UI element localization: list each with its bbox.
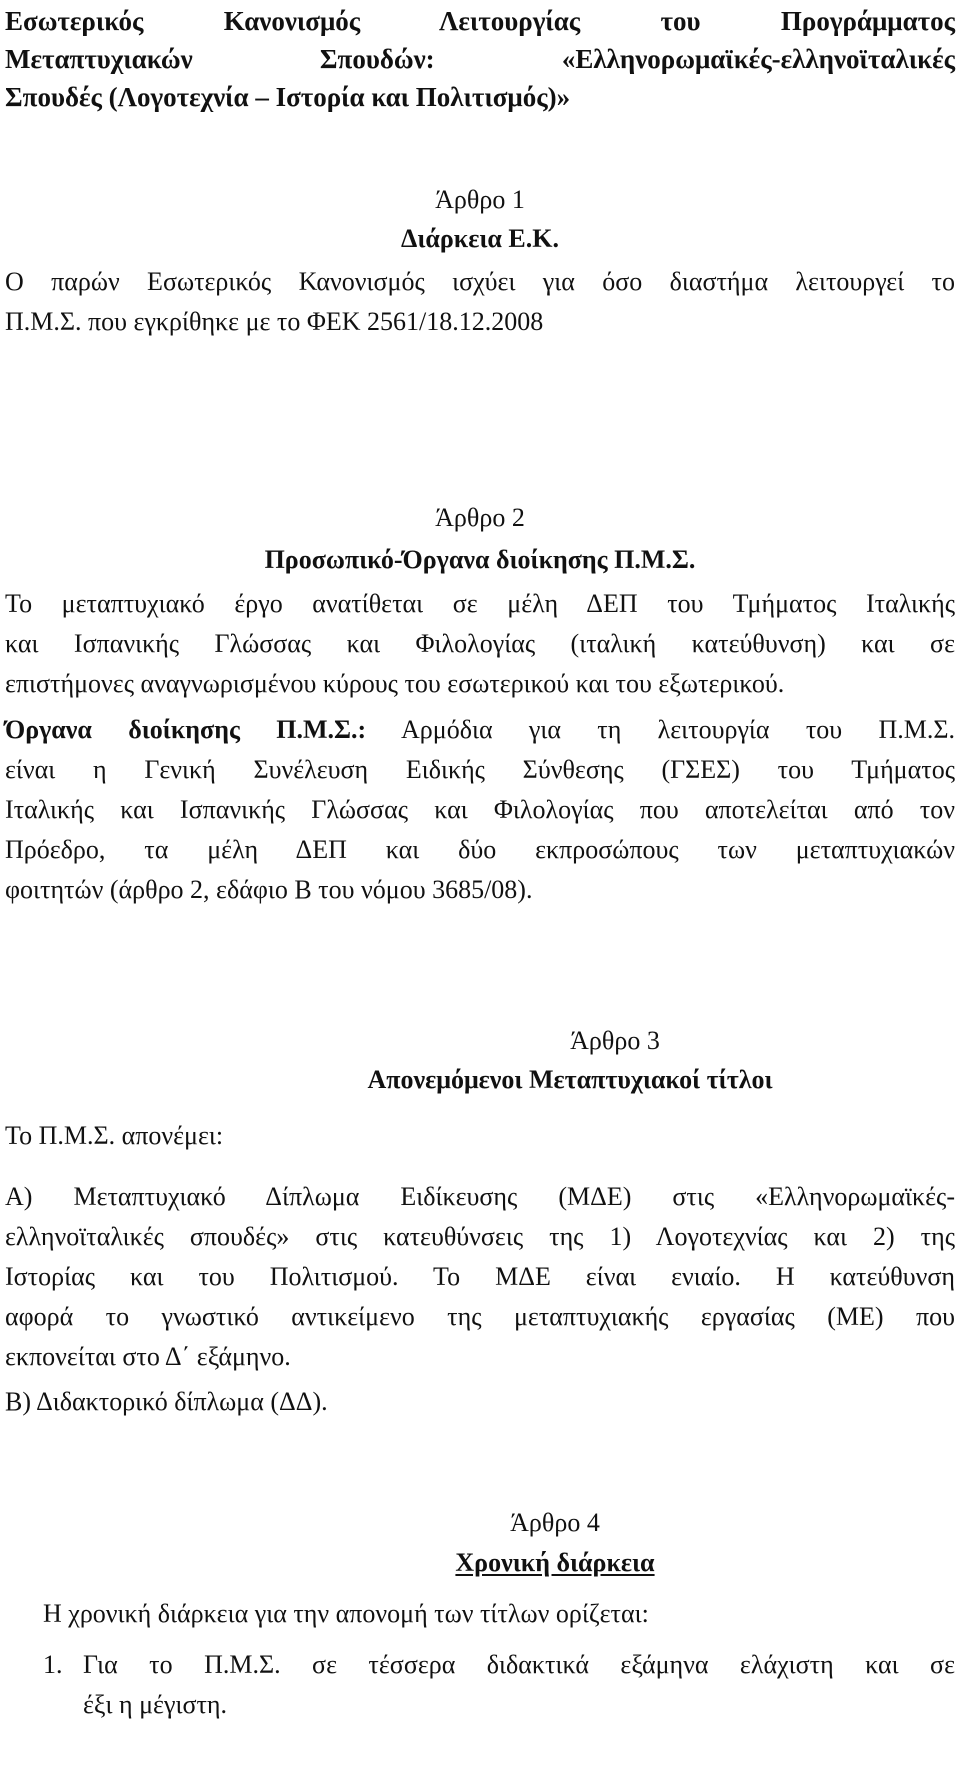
article-4-intro: Η χρονική διάρκεια για την απονομή των τίτλων ορίζεται: <box>43 1599 649 1628</box>
article-3-line: ελληνοϊταλικές σπουδές» στις κατευθύνσεις της 1) Λογοτεχνίας και 2) της <box>5 1222 955 1251</box>
list-item-line: έξι η μέγιστη. <box>83 1690 228 1719</box>
article-2-line: Ιταλικής και Ισπανικής Γλώσσας και Φιλολογίας που αποτελείται από τον <box>5 795 955 824</box>
article-4-list-item <box>43 1645 955 1725</box>
article-1-line: Π.Μ.Σ. που εγκρίθηκε με το ΦΕΚ 2561/18.12.2008 <box>5 307 544 336</box>
article-2-paragraph-2 <box>5 710 955 910</box>
document-page <box>5 0 955 1774</box>
article-2-number: Άρθρο 2 <box>435 503 525 532</box>
article-3-item-b: Β) Διδακτορικό δίπλωμα (ΔΔ). <box>5 1387 328 1416</box>
article-2-line: φοιτητών (άρθρο 2, εδάφιο Β του νόμου 3685/08). <box>5 875 533 904</box>
article-3-heading: Απονεμόμενοι Μεταπτυχιακοί τίτλοι <box>367 1065 773 1094</box>
article-3-intro: Το Π.Μ.Σ. απονέμει: <box>5 1121 224 1150</box>
document-title <box>5 2 955 116</box>
article-2-heading: Προσωπικό-Όργανα διοίκησης Π.Μ.Σ. <box>264 545 696 574</box>
article-2-line: Το μεταπτυχιακό έργο ανατίθεται σε μέλη ΔΕΠ του Τμήματος Ιταλικής <box>5 589 955 618</box>
title-line: Μεταπτυχιακών Σπουδών: «Ελληνορωμαϊκές-ελληνοϊταλικές <box>5 44 955 74</box>
article-3-line: αφορά το γνωστικό αντικείμενο της μεταπτυχιακής εργασίας (ΜΕ) που <box>5 1302 955 1331</box>
article-1-line: Ο παρών Εσωτερικός Κανονισμός ισχύει για όσο διαστήμα λειτουργεί το <box>5 267 955 296</box>
article-2-line-first <box>5 710 955 750</box>
article-2-line: Πρόεδρο, τα μέλη ΔΕΠ και δύο εκπροσώπους των μεταπτυχιακών <box>5 835 955 864</box>
title-line: Εσωτερικός Κανονισμός Λειτουργίας του Προγράμματος <box>5 6 955 36</box>
list-item-line: Για το Π.Μ.Σ. σε τέσσερα διδακτικά εξάμηνα ελάχιστη και σε <box>83 1650 955 1679</box>
list-number: 1. <box>43 1650 63 1679</box>
article-4-number: Άρθρο 4 <box>510 1508 600 1537</box>
governing-bodies-text: Αρμόδια για τη λειτουργία του Π.Μ.Σ. <box>366 715 955 744</box>
article-4-heading: Χρονική διάρκεια <box>455 1548 655 1577</box>
article-1-number: Άρθρο 1 <box>435 185 525 214</box>
article-2-line: και Ισπανικής Γλώσσας και Φιλολογίας (ιταλική κατεύθυνση) και σε <box>5 629 955 658</box>
article-2-line: επιστήμονες αναγνωρισμένου κύρους του εσωτερικού και του εξωτερικού. <box>5 669 785 698</box>
article-1-text <box>5 262 955 342</box>
article-2-line: είναι η Γενική Συνέλευση Ειδικής Σύνθεσης (ΓΣΕΣ) του Τμήματος <box>5 755 955 784</box>
article-3-number: Άρθρο 3 <box>570 1026 660 1055</box>
article-3-line: Ιστορίας και του Πολιτισμού. Το ΜΔΕ είναι ενιαίο. Η κατεύθυνση <box>5 1262 955 1291</box>
article-1-heading: Διάρκεια Ε.Κ. <box>401 224 559 253</box>
governing-bodies-label: Όργανα διοίκησης Π.Μ.Σ.: <box>5 715 367 744</box>
title-line: Σπουδές (Λογοτεχνία – Ιστορία και Πολιτισμός)» <box>5 82 571 112</box>
article-2-paragraph-1 <box>5 584 955 704</box>
article-3-item-a <box>5 1177 955 1377</box>
article-3-line: εκπονείται στο Δ΄ εξάμηνο. <box>5 1342 291 1371</box>
article-3-line: Α) Μεταπτυχιακό Δίπλωμα Ειδίκευσης (ΜΔΕ) στις «Ελληνορωμαϊκές- <box>5 1182 955 1211</box>
